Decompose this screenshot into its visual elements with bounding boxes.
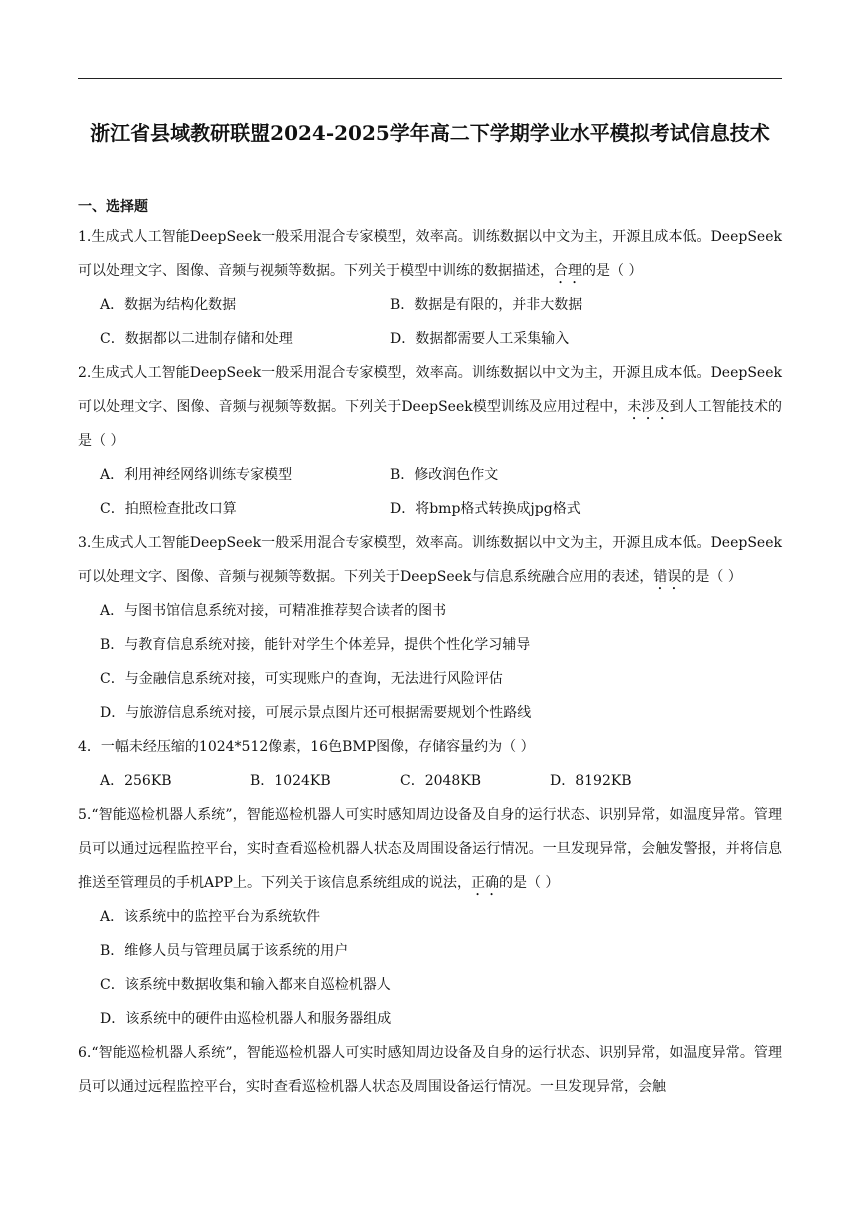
- option-c: C．该系统中数据收集和输入都来自巡检机器人: [100, 977, 391, 993]
- option-d: D．数据都需要人工采集输入: [390, 331, 570, 347]
- section-heading: 一、选择题: [78, 199, 148, 215]
- option-a: A．该系统中的监控平台为系统软件: [100, 909, 321, 925]
- option-b: B．维修人员与管理员属于该系统的用户: [100, 943, 349, 959]
- question-stem: 6.“智能巡检机器人系统”，智能巡检机器人可实时感知周边设备及自身的运行状态、识别异常，如温度异常。管理员可以通过远程监控平台，实时查看巡检机器人状态及周围设备运行情况。一旦发现异常，会触: [78, 1045, 782, 1095]
- option-d: D．8192KB: [550, 773, 632, 789]
- header-rule: [78, 78, 782, 79]
- option-b: B．1024KB: [250, 773, 331, 789]
- question-stem: 5.“智能巡检机器人系统”，智能巡检机器人可实时感知周边设备及自身的运行状态、识别异常，如温度异常。管理员可以通过远程监控平台，实时查看巡检机器人状态及周围设备运行情况。一旦发现异常，会触发警报，并将信息推送至管理员的手机APP上。下列关于该信息系统组成的说法，正确的是（ ）: [78, 807, 782, 891]
- option-c: C．拍照检查批改口算: [100, 501, 237, 517]
- option-d: D．与旅游信息系统对接，可展示景点图片还可根据需要规划个性路线: [100, 705, 532, 721]
- emphasis-text: 未涉及: [627, 399, 670, 415]
- question-6: [78, 1036, 782, 1104]
- option-d: D．该系统中的硬件由巡检机器人和服务器组成: [100, 1011, 392, 1027]
- option-c: C．2048KB: [400, 773, 482, 789]
- question-1: [78, 220, 782, 356]
- option-a: A．与图书馆信息系统对接，可精准推荐契合读者的图书: [100, 603, 447, 619]
- option-a: A．256KB: [100, 773, 172, 789]
- question-list: [78, 220, 782, 1104]
- option-a: A．数据为结构化数据: [100, 297, 237, 313]
- question-stem: 3.生成式人工智能DeepSeek一般采用混合专家模型，效率高。训练数据以中文为主，开源且成本低。DeepSeek可以处理文字、图像、音频与视频等数据。下列关于DeepSeek与信息系统融合应用的表述，错误的是（ ）: [78, 535, 782, 585]
- emphasis-text: 合理: [554, 263, 582, 279]
- option-b: B．修改润色作文: [390, 467, 499, 483]
- page-title: 浙江省县域教研联盟2024-2025学年高二下学期学业水平模拟考试信息技术: [90, 121, 770, 145]
- question-stem: 2.生成式人工智能DeepSeek一般采用混合专家模型，效率高。训练数据以中文为主，开源且成本低。DeepSeek可以处理文字、图像、音频与视频等数据。下列关于DeepSeek模型训练及应用过程中，未涉及到人工智能技术的是（ ）: [78, 365, 783, 449]
- option-c: C．与金融信息系统对接，可实现账户的查询，无法进行风险评估: [100, 671, 503, 687]
- option-b: B．与教育信息系统对接，能针对学生个体差异，提供个性化学习辅导: [100, 637, 531, 653]
- option-list: [78, 458, 782, 526]
- question-3: [78, 526, 782, 730]
- option-c: C．数据都以二进制存储和处理: [100, 331, 293, 347]
- question-5: [78, 798, 782, 1036]
- option-a: A．利用神经网络训练专家模型: [100, 467, 293, 483]
- question-stem: 4．一幅未经压缩的1024*512像素，16色BMP图像，存储容量约为（ ）: [78, 739, 535, 755]
- option-list: [78, 594, 782, 730]
- option-b: B．数据是有限的，并非大数据: [390, 297, 583, 313]
- question-4: [78, 730, 782, 798]
- emphasis-text: 正确: [470, 875, 499, 891]
- option-list: [78, 288, 782, 356]
- option-list: [78, 764, 782, 798]
- question-stem: 1.生成式人工智能DeepSeek一般采用混合专家模型，效率高。训练数据以中文为主，开源且成本低。DeepSeek可以处理文字、图像、音频与视频等数据。下列关于模型中训练的数据描述，合理的是（ ）: [78, 229, 782, 279]
- question-2: [78, 356, 782, 526]
- option-list: [78, 900, 782, 1036]
- emphasis-text: 错误: [653, 569, 682, 585]
- option-d: D．将bmp格式转换成jpg格式: [390, 501, 581, 517]
